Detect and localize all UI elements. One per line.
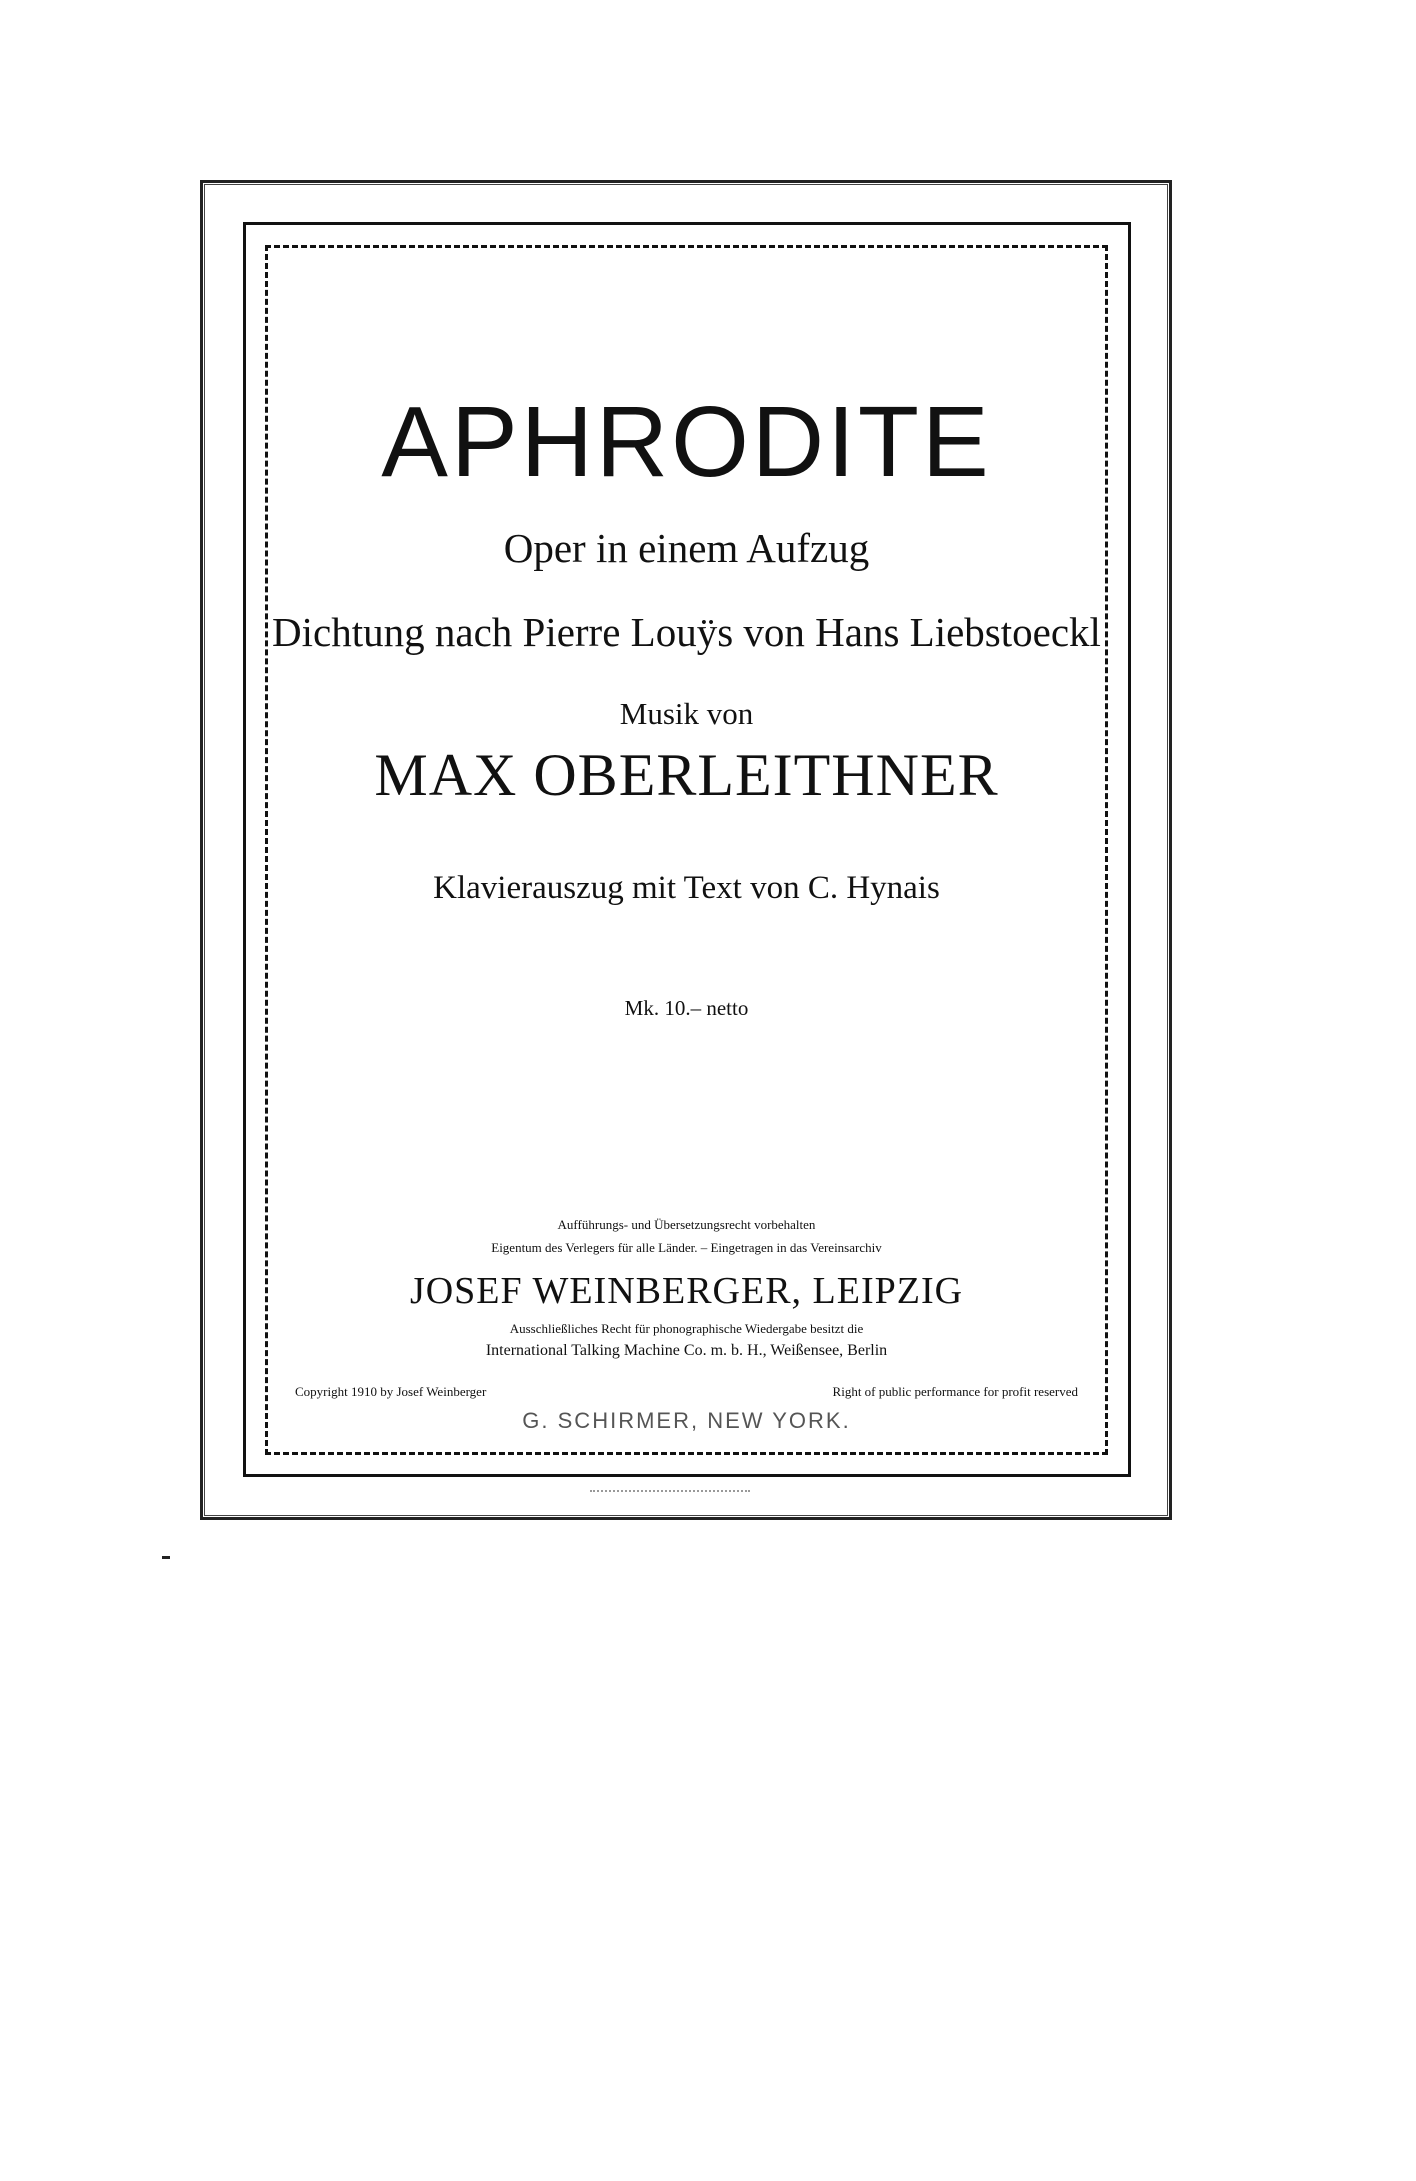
composer-name: MAX OBERLEITHNER	[374, 742, 999, 808]
rights-reserved-line: Aufführungs- und Übersetzungsrecht vorbehalten	[557, 1217, 816, 1232]
dealer-stamp: G. SCHIRMER, NEW YORK.	[522, 1408, 851, 1433]
opera-title: APHRODITE	[381, 386, 992, 498]
publisher-name: JOSEF WEINBERGER, LEIPZIG	[409, 1270, 964, 1312]
copyright-row	[295, 1385, 1078, 1398]
ownership-line: Eigentum des Verlegers für alle Länder. – Eingetragen in das Vereinsarchiv	[491, 1240, 882, 1255]
opera-subtitle: Oper in einem Aufzug	[503, 525, 870, 571]
librettist-credit: Dichtung nach Pierre Louÿs von Hans Liebstoeckl	[272, 609, 1101, 655]
performance-rights-notice: Right of public performance for profit reserved	[832, 1384, 1078, 1399]
phonographic-rights-line: Ausschließliches Recht für phonographische Wiedergabe besitzt die	[509, 1321, 864, 1336]
phonographic-company-line: International Talking Machine Co. m. b. H., Weißensee, Berlin	[485, 1342, 888, 1359]
price: Mk. 10.– netto	[624, 996, 749, 1020]
print-smudge	[590, 1490, 750, 1494]
piano-score-credit: Klavierauszug mit Text von C. Hynais	[433, 870, 940, 906]
copyright-notice: Copyright 1910 by Josef Weinberger	[295, 1384, 487, 1399]
music-by-label: Musik von	[619, 696, 754, 731]
stray-ink-mark	[162, 1556, 170, 1559]
